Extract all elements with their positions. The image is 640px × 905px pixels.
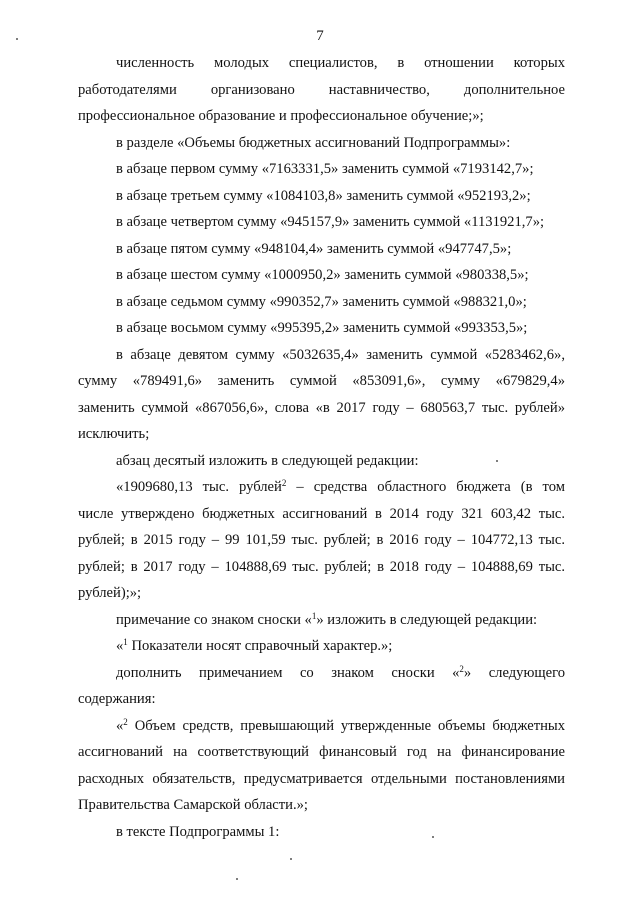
scan-speck [496,460,498,462]
text-fragment: « [116,638,124,654]
text-fragment: – средства областного бюджета (в том [286,479,565,495]
text-line: числе утверждено бюджетных ассигнований в 2014 году 321 603,42 тыс. [78,505,565,522]
text-line [78,607,565,634]
text-line: заменить суммой «867056,6», слова «в 2017 году – 680563,7 тыс. рублей» [78,399,565,416]
text-line: работодателями организовано наставничество, дополнительное [78,81,565,98]
scan-speck [16,38,18,40]
text-line: рублей; в 2015 году – 99 101,59 тыс. рублей; в 2016 году – 104772,13 тыс. [78,532,565,548]
text-fragment: Объем средств, превышающий утвержденные объемы бюджетных [127,717,565,734]
scan-speck [432,836,434,838]
text-line: в абзаце восьмом сумму «995395,2» заменить суммой «993353,5»; [116,320,528,336]
scan-speck [290,858,292,860]
text-line: в абзаце седьмом сумму «990352,7» заменить суммой «988321,0»; [116,293,527,310]
text-line: рублей);»; [78,585,142,601]
text-line: в тексте Подпрограммы 1: [116,823,280,840]
text-line [78,474,565,501]
text-fragment: дополнить примечанием со знаком сноски « [116,664,460,681]
text-line: в абзаце шестом сумму «1000950,2» заменить суммой «980338,5»; [116,267,529,283]
text-line: в абзаце пятом сумму «948104,4» заменить суммой «947747,5»; [116,240,512,257]
text-fragment: » следующего [463,664,565,681]
text-line: профессиональное образование и профессиональное обучение;»; [78,108,484,124]
text-line [78,633,565,660]
text-line: исключить; [78,426,150,442]
text-line [78,713,565,740]
footnote-mark: 1 [123,637,128,647]
text-line: рублей; в 2017 году – 104888,69 тыс. рублей; в 2018 году – 104888,69 тыс. [78,558,565,575]
text-fragment: » изложить в следующей редакции: [316,611,538,628]
text-line: абзац десятый изложить в следующей редакции: [116,452,419,469]
text-line: в разделе «Объемы бюджетных ассигнований Подпрограммы»: [116,134,511,151]
footnote-mark: 1 [311,610,317,621]
text-fragment: примечание со знаком сноски « [116,611,312,628]
text-line: ассигнований на соответствующий финансовый год на финансирование [78,744,565,760]
page-number: 7 [316,28,324,44]
text-line: в абзаце четвертом сумму «945157,9» заменить суммой «1131921,7»; [116,214,545,230]
text-fragment: Показатели носят справочный характер.»; [127,638,393,654]
footnote-mark: 2 [459,663,464,674]
text-line: расходных обязательств, предусматривается отдельными постановлениями [78,770,565,787]
text-line: в абзаце девятом сумму «5032635,4» заменить суммой «5283462,6», [116,346,565,363]
document-body [78,50,565,845]
text-fragment: «1909680,13 тыс. рублей [116,479,282,495]
text-line: сумму «789491,6» заменить суммой «853091,6», сумму «679829,4» [78,373,565,389]
text-line: в абзаце третьем сумму «1084103,8» заменить суммой «952193,2»; [116,187,531,204]
text-fragment: « [116,717,124,734]
footnote-mark: 2 [123,716,128,727]
footnote-mark: 2 [281,478,287,488]
scan-speck [236,878,238,880]
text-line [78,660,565,687]
text-line: численность молодых специалистов, в отношении которых [116,55,565,71]
text-line: содержания: [78,691,156,707]
text-line: Правительства Самарской области.»; [78,797,308,813]
text-line: в абзаце первом сумму «7163331,5» заменить суммой «7193142,7»; [116,161,534,177]
